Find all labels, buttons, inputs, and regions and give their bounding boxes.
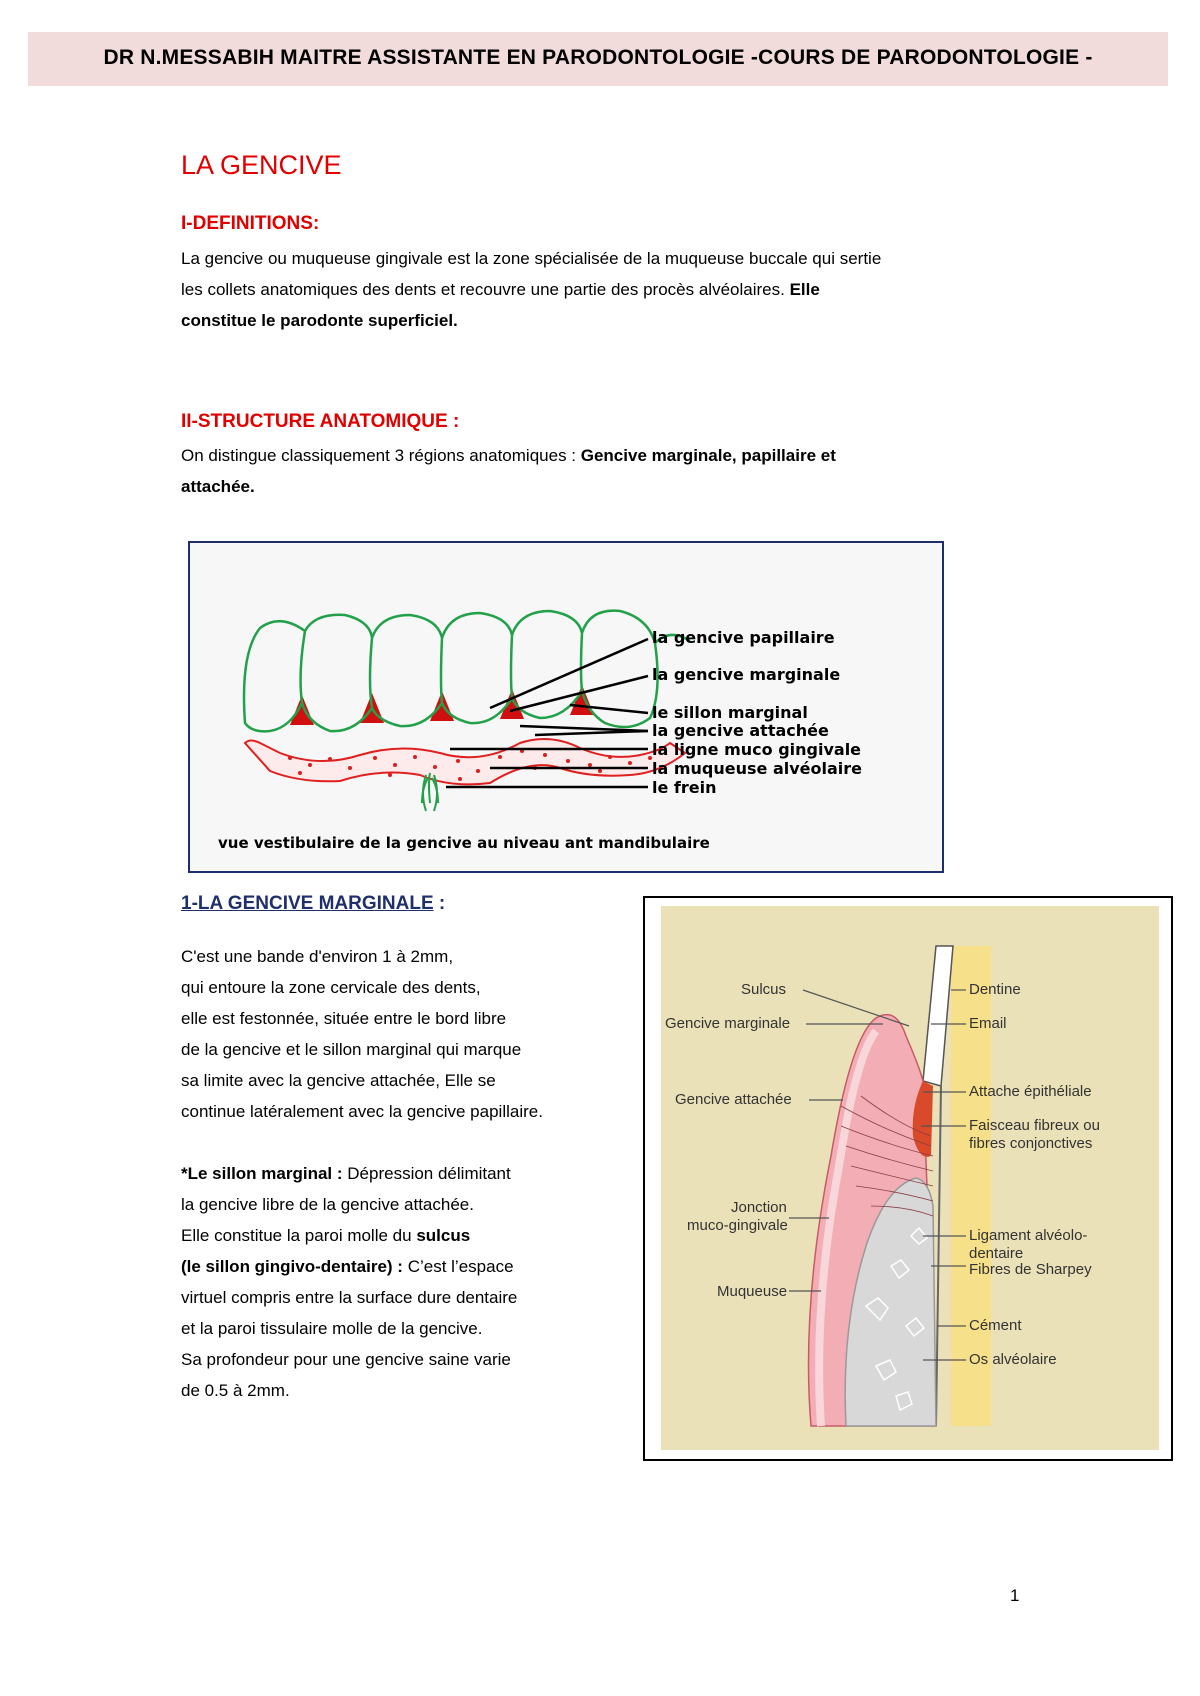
gingiva-vestibular-figure: [188, 541, 944, 873]
label-gencive-attachee: la gencive attachée: [652, 721, 829, 740]
label-ligament: Ligament alvéolo-: [969, 1227, 1088, 1244]
label-fibres-sharpey: Fibres de Sharpey: [969, 1261, 1092, 1278]
label-frein: le frein: [652, 778, 717, 797]
page-number: 1: [1010, 1586, 1020, 1605]
figure1-caption: vue vestibulaire de la gencive au niveau ant mandibulaire: [218, 834, 710, 852]
figure2-background: [661, 906, 1159, 1450]
label-gencive-attachee-2: Gencive attachée: [675, 1091, 792, 1108]
label-dentine: Dentine: [969, 981, 1021, 998]
section-structure-title: II-STRUCTURE ANATOMIQUE :: [181, 411, 460, 432]
page-title: LA GENCIVE: [181, 150, 342, 180]
label-attache-epitheliale: Attache épithéliale: [969, 1083, 1092, 1100]
label-sillon-marginal: le sillon marginal: [652, 703, 808, 722]
label-fibres-conjonctives: fibres conjonctives: [969, 1135, 1093, 1152]
label-faisceau-fibreux: Faisceau fibreux ou: [969, 1117, 1100, 1134]
definition-paragraph: La gencive ou muqueuse gingivale est la zone spécialisée de la muqueuse buccale qui sertie les collets anatomiques des dents et recouvre une partie des procès alvéolaires. Elle constitue le parodonte superficiel.: [181, 249, 882, 330]
section-drawing: [661, 906, 1159, 1450]
gencive-marginale-text: C'est une bande d'environ 1 à 2mm, qui entoure la zone cervicale des dents, elle est festonnée, située entre le bord libre de la gencive et le sillon marginal qui marque sa limite avec la gencive attachée, Elle se continue latéralement avec la gencive papillaire. *Le sillon marginal : Dépression délimitant la gencive libre de la gencive attachée. Elle constitue la paroi molle du sulcus (le sillon gingivo-dentaire) : C’est l’espace virtuel compris entre la surface dure dentaire et la paroi tissulaire molle de la gencive. Sa profondeur pour une gencive saine varie de 0.5 à 2mm.: [181, 947, 543, 1400]
gingiva-section-figure: [643, 896, 1173, 1461]
subsection-title: 1-LA GENCIVE MARGINALE :: [181, 893, 446, 914]
label-gencive-marginale-2: Gencive marginale: [665, 1015, 791, 1032]
label-jonction: Jonction: [731, 1199, 787, 1216]
section-definitions-title: I-DEFINITIONS:: [181, 213, 320, 234]
label-muco-gingivale: muco-gingivale: [687, 1217, 788, 1234]
header-band: [28, 32, 1168, 86]
label-gencive-marginale: la gencive marginale: [652, 665, 841, 684]
label-dentaire: dentaire: [969, 1245, 1024, 1262]
label-email: Email: [969, 1015, 1007, 1032]
structure-paragraph: On distingue classiquement 3 régions anatomiques : Gencive marginale, papillaire et attachée.: [181, 446, 836, 496]
label-ligne-muco-gingivale: la ligne muco gingivale: [652, 740, 862, 759]
label-cement: Cément: [969, 1317, 1022, 1334]
label-gencive-papillaire: la gencive papillaire: [652, 628, 835, 647]
label-os-alveolaire: Os alvéolaire: [969, 1351, 1057, 1368]
header-text: DR N.MESSABIH MAITRE ASSISTANTE EN PARODONTOLOGIE -COURS DE PARODONTOLOGIE -: [103, 46, 1093, 69]
gingiva-drawing: [190, 543, 942, 871]
label-sulcus: Sulcus: [741, 981, 787, 998]
label-muqueuse: Muqueuse: [717, 1283, 788, 1300]
label-muqueuse-alveolaire: la muqueuse alvéolaire: [652, 759, 863, 778]
